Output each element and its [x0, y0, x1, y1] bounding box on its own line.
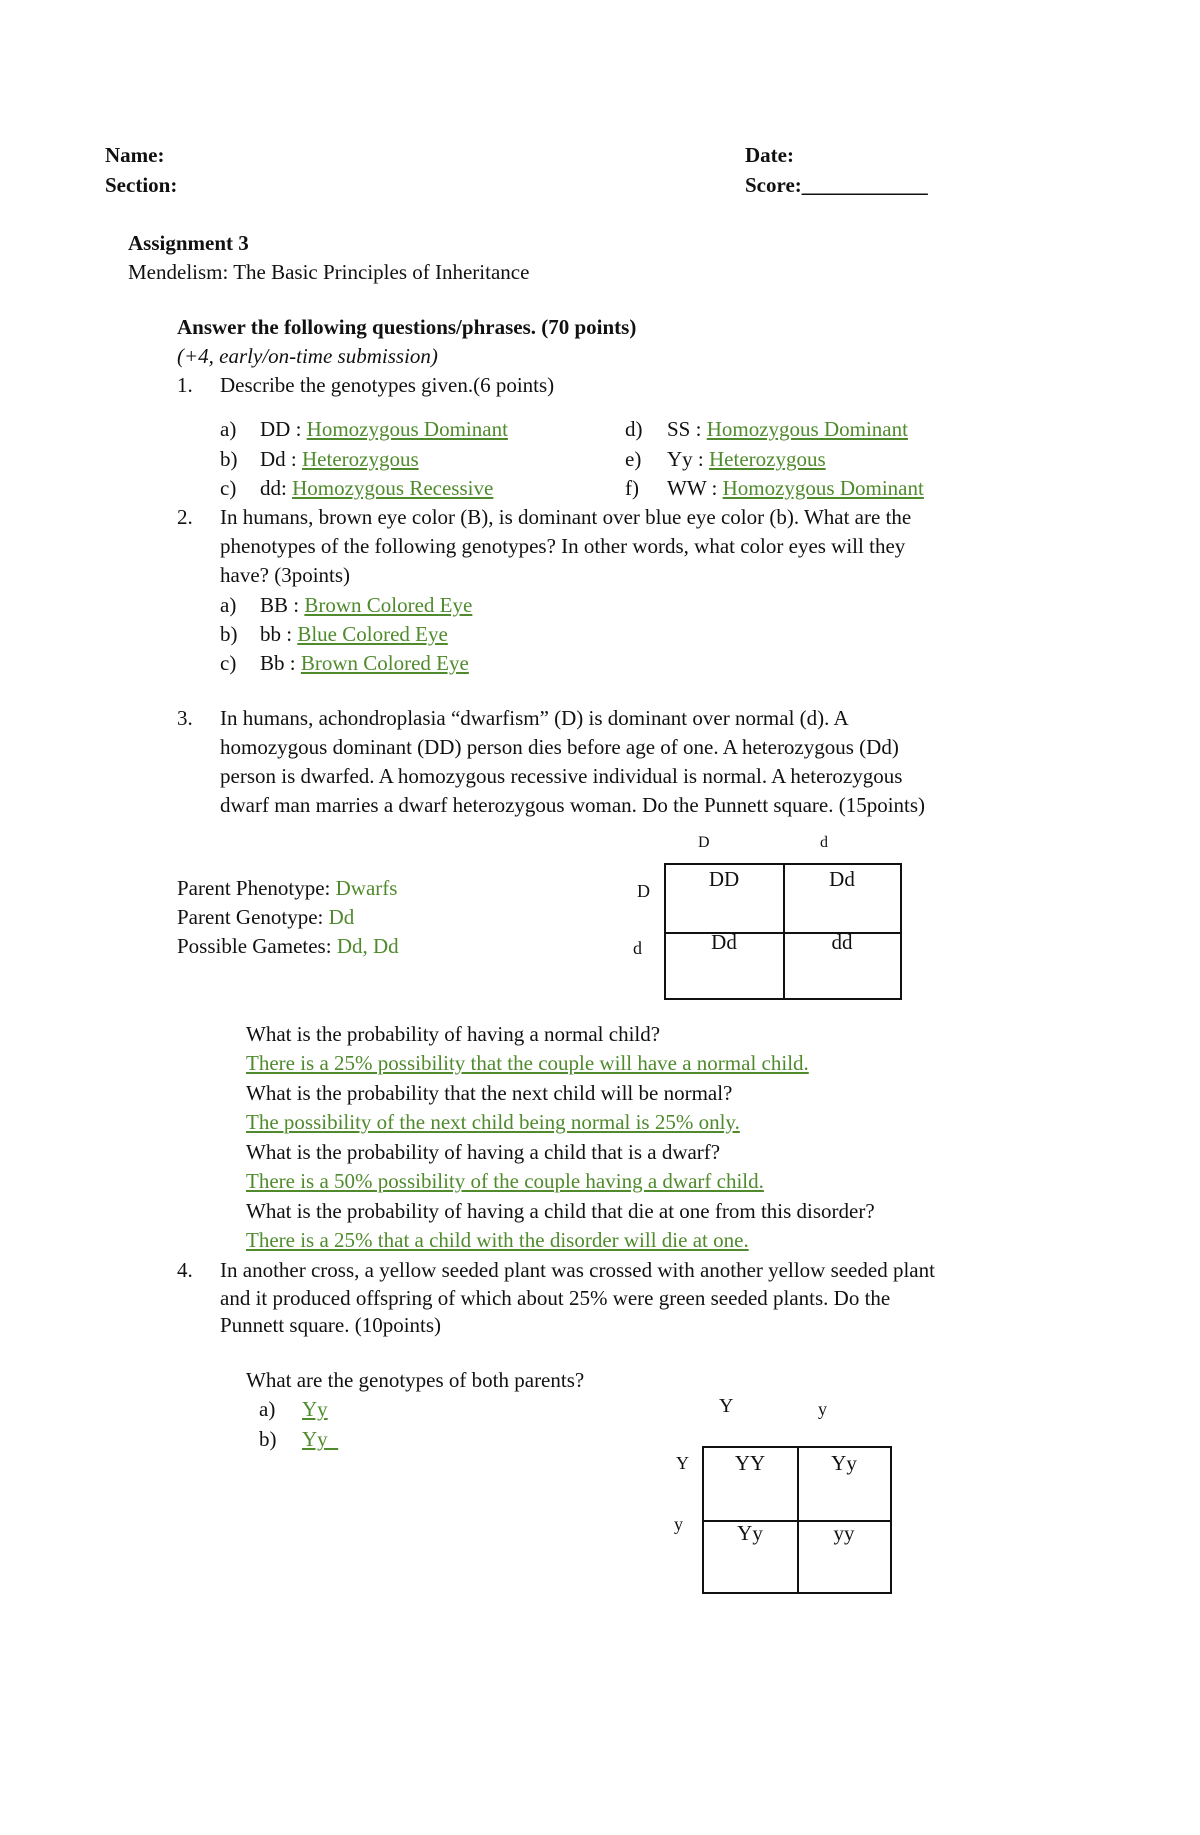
- q3-parent-phenotype: Parent Phenotype: Dwarfs: [177, 876, 398, 900]
- q2-item-b-body: bb : Blue Colored Eye: [260, 622, 448, 646]
- q4-line-1: In another cross, a yellow seeded plant was crossed with another yellow seeded plant: [220, 1258, 935, 1282]
- section-label: Section:: [105, 173, 178, 197]
- q1-text: Describe the genotypes given.(6 points): [220, 373, 555, 397]
- assignment-title: Assignment 3: [128, 231, 249, 255]
- q2-line-3: have? (3points): [220, 563, 351, 587]
- q3-question-2: What is the probability that the next child will be normal?: [246, 1081, 733, 1105]
- q1-item-d: d): [625, 417, 643, 441]
- q1-number: 1.: [177, 373, 193, 397]
- q4-line-2: and it produced offspring of which about 25% were green seeded plants. Do the: [220, 1286, 891, 1310]
- instructions-main: Answer the following questions/phrases. (70 points): [177, 315, 637, 339]
- q2-number: 2.: [177, 505, 193, 529]
- q3-possible-gametes: Possible Gametes: Dd, Dd: [177, 934, 399, 958]
- q3-question-3: What is the probability of having a child that is a dwarf?: [246, 1140, 721, 1164]
- q4-punnett-row-1: Y: [676, 1453, 689, 1473]
- q4-line-3: Punnett square. (10points): [220, 1313, 442, 1337]
- q3-punnett-cell: Dd: [829, 867, 855, 891]
- date-label: Date:: [745, 143, 794, 167]
- q3-line-3: person is dwarfed. A homozygous recessive individual is normal. A heterozygous: [220, 764, 903, 788]
- q3-question-1: What is the probability of having a normal child?: [246, 1022, 661, 1046]
- q1-item-d-body: SS : Homozygous Dominant: [667, 417, 908, 441]
- q4-question: What are the genotypes of both parents?: [246, 1368, 585, 1392]
- q1-item-c: c): [220, 476, 237, 500]
- q3-answer-3: There is a 50% possibility of the couple having a dwarf child.: [246, 1169, 764, 1193]
- q3-answer-1: There is a 25% possibility that the couple will have a normal child.: [246, 1051, 809, 1075]
- q1-item-f: f): [625, 476, 639, 500]
- q1-item-a: a): [220, 417, 237, 441]
- q4-punnett-col-1: Y: [719, 1395, 734, 1417]
- q3-line-1: In humans, achondroplasia “dwarfism” (D) is dominant over normal (d). A: [220, 706, 849, 730]
- q2-item-b: b): [220, 622, 238, 646]
- q3-punnett-col-2: d: [820, 834, 828, 851]
- q2-item-a-body: BB : Brown Colored Eye: [260, 593, 473, 617]
- score-label: Score:____________: [745, 173, 928, 197]
- q4-answer-b: Yy: [302, 1427, 339, 1451]
- q3-punnett-cell: dd: [831, 930, 853, 954]
- q3-answer-2: The possibility of the next child being normal is 25% only.: [246, 1110, 740, 1134]
- q3-number: 3.: [177, 706, 193, 730]
- q2-line-2: phenotypes of the following genotypes? In other words, what color eyes will they: [220, 534, 906, 558]
- q4-punnett-cell: yy: [833, 1521, 855, 1545]
- q3-line-2: homozygous dominant (DD) person dies before age of one. A heterozygous (Dd): [220, 735, 899, 759]
- q3-answer-4: There is a 25% that a child with the disorder will die at one.: [246, 1228, 749, 1252]
- q2-item-a: a): [220, 593, 237, 617]
- q4-answer-b-letter: b): [259, 1427, 277, 1451]
- q1-item-f-body: WW : Homozygous Dominant: [667, 476, 924, 500]
- q1-item-a-body: DD : Homozygous Dominant: [260, 417, 508, 441]
- q1-item-e: e): [625, 447, 642, 471]
- name-label: Name:: [105, 143, 165, 167]
- q3-line-4: dwarf man marries a dwarf heterozygous woman. Do the Punnett square. (15points): [220, 793, 926, 817]
- q3-punnett-col-1: D: [698, 834, 710, 851]
- q3-punnett-row-2: d: [633, 938, 642, 958]
- q1-item-c-body: dd: Homozygous Recessive: [260, 476, 494, 500]
- q4-answer-a: Yy: [302, 1397, 328, 1421]
- q2-line-1: In humans, brown eye color (B), is dominant over blue eye color (b). What are the: [220, 505, 912, 529]
- q4-punnett-col-2: y: [818, 1399, 827, 1419]
- assignment-subtitle: Mendelism: The Basic Principles of Inheritance: [128, 260, 530, 284]
- q4-punnett-cell: Yy: [737, 1521, 763, 1545]
- q2-item-c-body: Bb : Brown Colored Eye: [260, 651, 469, 675]
- q3-punnett-row-1: D: [637, 881, 650, 901]
- q4-punnett-cell: Yy: [831, 1451, 857, 1475]
- q2-item-c: c): [220, 651, 237, 675]
- q3-question-4: What is the probability of having a child that die at one from this disorder?: [246, 1199, 875, 1223]
- instructions-bonus: (+4, early/on-time submission): [177, 344, 438, 368]
- q4-punnett-row-2: y: [674, 1514, 683, 1534]
- q3-parent-genotype: Parent Genotype: Dd: [177, 905, 355, 929]
- q1-item-b-body: Dd : Heterozygous: [260, 447, 419, 471]
- q3-punnett-cell: Dd: [711, 930, 737, 954]
- q1-item-e-body: Yy : Heterozygous: [667, 447, 826, 471]
- q4-punnett-cell: YY: [734, 1451, 766, 1475]
- q3-punnett-cell: DD: [708, 867, 740, 891]
- q4-number: 4.: [177, 1258, 193, 1282]
- q4-answer-a-letter: a): [259, 1397, 276, 1421]
- q1-item-b: b): [220, 447, 238, 471]
